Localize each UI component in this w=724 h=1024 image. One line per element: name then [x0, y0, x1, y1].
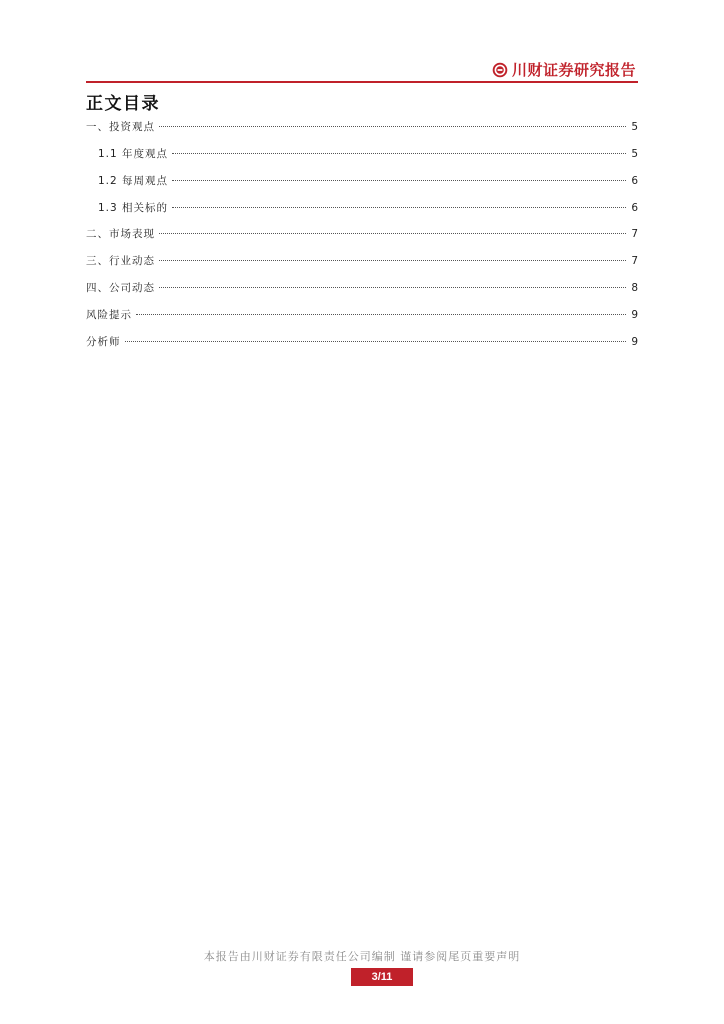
- brand: [492, 59, 636, 80]
- toc-entry-page: 7: [631, 255, 638, 268]
- toc-entry[interactable]: [86, 278, 638, 305]
- toc-dot-leader: [159, 126, 626, 127]
- toc-dot-leader: [136, 314, 626, 315]
- chuancai-logo-icon: [492, 62, 508, 78]
- toc-dot-leader: [159, 287, 626, 288]
- toc-entry[interactable]: [86, 117, 638, 144]
- toc-entry-label: 四、公司动态: [86, 282, 155, 295]
- report-header: [86, 55, 638, 83]
- toc-dot-leader: [159, 233, 626, 234]
- footer-disclaimer: 本报告由川财证券有限责任公司编制 谨请参阅尾页重要声明: [203, 950, 521, 963]
- toc-entry-page: 7: [631, 228, 638, 241]
- toc-entry-label: 分析师: [86, 335, 121, 348]
- toc-entry[interactable]: [86, 144, 638, 171]
- table-of-contents: [86, 117, 638, 359]
- toc-entry-page: 5: [631, 121, 638, 133]
- toc-entry-label: 二、市场表现: [86, 228, 155, 241]
- toc-entry-label: 1.2 每周观点: [98, 174, 169, 187]
- toc-dot-leader: [172, 180, 626, 181]
- toc-entry-page: 5: [631, 147, 638, 160]
- toc-dot-leader: [159, 260, 626, 261]
- toc-entry-page: 9: [631, 335, 638, 348]
- toc-entry-label: 风险提示: [86, 308, 132, 321]
- toc-dot-leader: [172, 207, 626, 208]
- toc-entry-label: 一、投资观点: [86, 121, 155, 133]
- toc-entry[interactable]: [86, 224, 638, 251]
- toc-entry-label: 1.3 相关标的: [98, 201, 169, 214]
- toc-entry-page: 8: [631, 282, 638, 295]
- toc-entry-label: 三、行业动态: [86, 255, 155, 268]
- toc-entry-page: 9: [631, 308, 638, 321]
- toc-entry-page: 6: [631, 174, 638, 187]
- toc-dot-leader: [125, 341, 627, 342]
- toc-entry[interactable]: [86, 332, 638, 359]
- toc-entry-label: 1.1 年度观点: [98, 147, 169, 160]
- toc-entry-page: 6: [631, 201, 638, 214]
- toc-entry[interactable]: [86, 171, 638, 198]
- toc-title: 正文目录: [86, 94, 160, 114]
- toc-entry[interactable]: [86, 251, 638, 278]
- page-number-badge: 3/11: [351, 968, 413, 986]
- toc-entry[interactable]: [86, 198, 638, 225]
- toc-entry[interactable]: [86, 305, 638, 332]
- brand-name: 川财证券研究报告: [511, 61, 636, 79]
- toc-dot-leader: [172, 153, 626, 154]
